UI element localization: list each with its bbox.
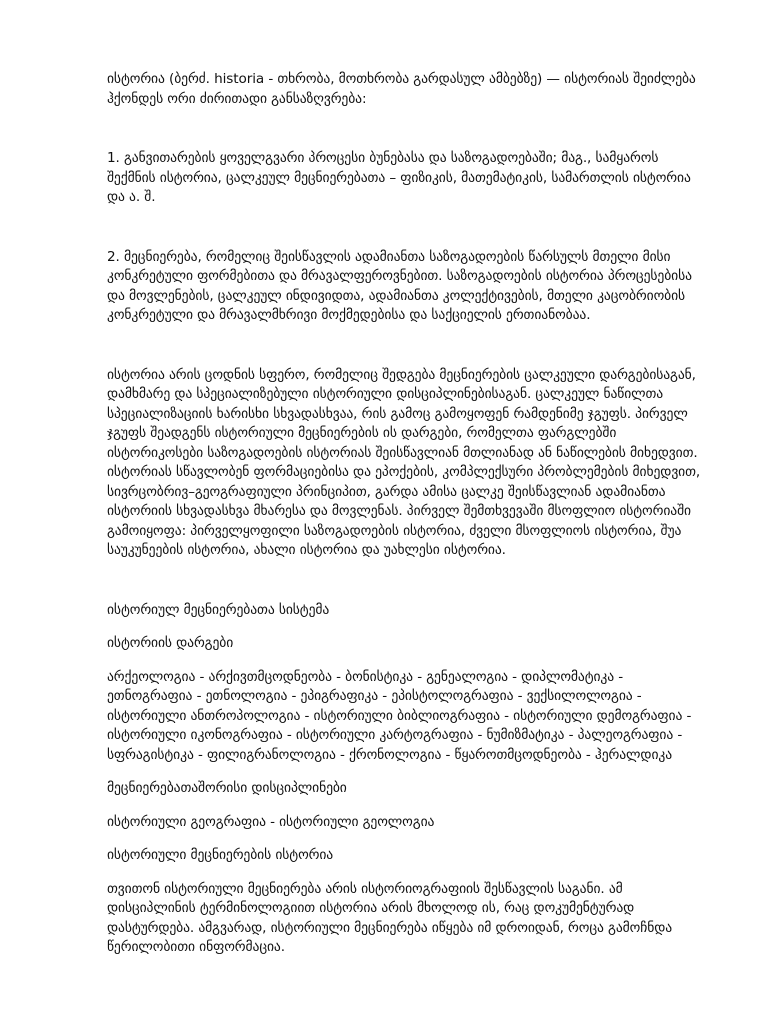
final-paragraph: თვითონ ისტორიული მეცნიერება არის ისტორიოგრაფიის შესწავლის საგანი. ამ დისციპლინის ტერმინოლოგიით ისტორია არის მხოლოდ ის, რაც დოკუმენტურად დასტურდება. ამგვარად, ისტორიული მეცნიერება იწყება იმ დროიდან, როცა გამოჩნდა წერილობითი ინფორმაცია.	[107, 880, 673, 955]
body-paragraph: ისტორია არის ცოდნის სფერო, რომელიც შედგება მეცნიერების ცალკეული დარგებისაგან, დამხმარე და სპეციალიზებული ისტორიული დისციპლინებისაგან. ცალკეულ ნაწილთა სპეციალიზაციის ხარისხი სხვადასხვაა, რის გამოც გამოყოფენ რამდენიმე ჯგუფს. პირველ ჯგუფს შეადგენს ისტორიული მეცნიერების ის დარგები, რომელთა ფარგლებში ისტორიკოსები საზოგადოების ისტორიას შეისწავლიან მთლიანად ან ნაწილების მიხედვით. ისტორიას სწავლობენ ფორმაციებისა და ეპოქების, კომპლექსური პრობლემების მიხედვით, სივრცობრივ–გეოგრაფიული პრინციპით, გარდა ამისა ცალკე შეისწავლიან ადამიანთა ისტორიის სხვადასხვა მხარესა და მოვლენას. პირველ შემთხვევაში მსოფლიო ისტორიაში გამოიყოფა: პირველყოფილი საზოგადოების ისტორია, ძველი მსოფლიოს ისტორია, შუა საუკუნეების ისტორია, ახალი ისტორია და უახლესი ისტორია.	[107, 366, 701, 558]
definition-1-paragraph: 1. განვითარების ყოველგვარი პროცესი ბუნებასა და საზოგადოებაში; მაგ., სამყაროს შექმნის ისტორია, ცალკეულ მეცნიერებათა – ფიზიკის, მათემატიკის, სამართლის ისტორია და ა. შ.	[107, 150, 691, 205]
interdisciplinary-list: ისტორიული გეოგრაფია - ისტორიული გეოლოგია	[107, 813, 435, 830]
branches-list: არქეოლოგია - არქივთმცოდნეობა - ბონისტიკა - გენეალოგია - დიპლომატიკა - ეთნოგრაფია - ეთნოლოგია - ეპიგრაფიკა - ეპისტოლოგრაფია - ვექსილოლოგია - ისტორიული ანთროპოლოგია - ისტორიული ბიბლიოგრაფია - ისტორიული დემოგრაფია - ისტორიული იკონოგრაფია - ისტორიული კარტოგრაფია - ნუმიზმატიკა - პალეოგრაფია - სფრაგისტიკა - ფილიგრანოლოგია - ქრონოლოგია - წყაროთმცოდნეობა - ჰერალდიკა	[107, 668, 692, 763]
heading-historical-sciences-system: ისტორიულ მეცნიერებათა სისტემა	[107, 601, 330, 618]
heading-history-of-science: ისტორიული მეცნიერების ისტორია	[107, 847, 334, 863]
intro-paragraph: ისტორია (ბერძ. historia - თხრობა, მოთხრობა გარდასულ ამბებზე) — ისტორიას შეიძლება ჰქონდეს ორი ძირითადი განსაზღვრება:	[107, 71, 696, 107]
definition-2-paragraph: 2. მეცნიერება, რომელიც შეისწავლის ადამიანთა საზოგადოების წარსულს მთელი მისი კონკრეტული ფორმებითა და მრავალფეროვნებით. საზოგადოების ისტორია პროცესებისა და მოვლენების, ცალკეულ ინდივიდთა, ადამიანთა კოლექტივების, მთელი კაცობრიობის კონკრეტული და მრავალმხრივი მოქმედებისა და საქციელის ერთიანობაა.	[107, 248, 692, 323]
heading-interdisciplinary: მეცნიერებათაშორისი დისციპლინები	[107, 780, 347, 796]
heading-history-branches: ისტორიის დარგები	[107, 635, 234, 651]
